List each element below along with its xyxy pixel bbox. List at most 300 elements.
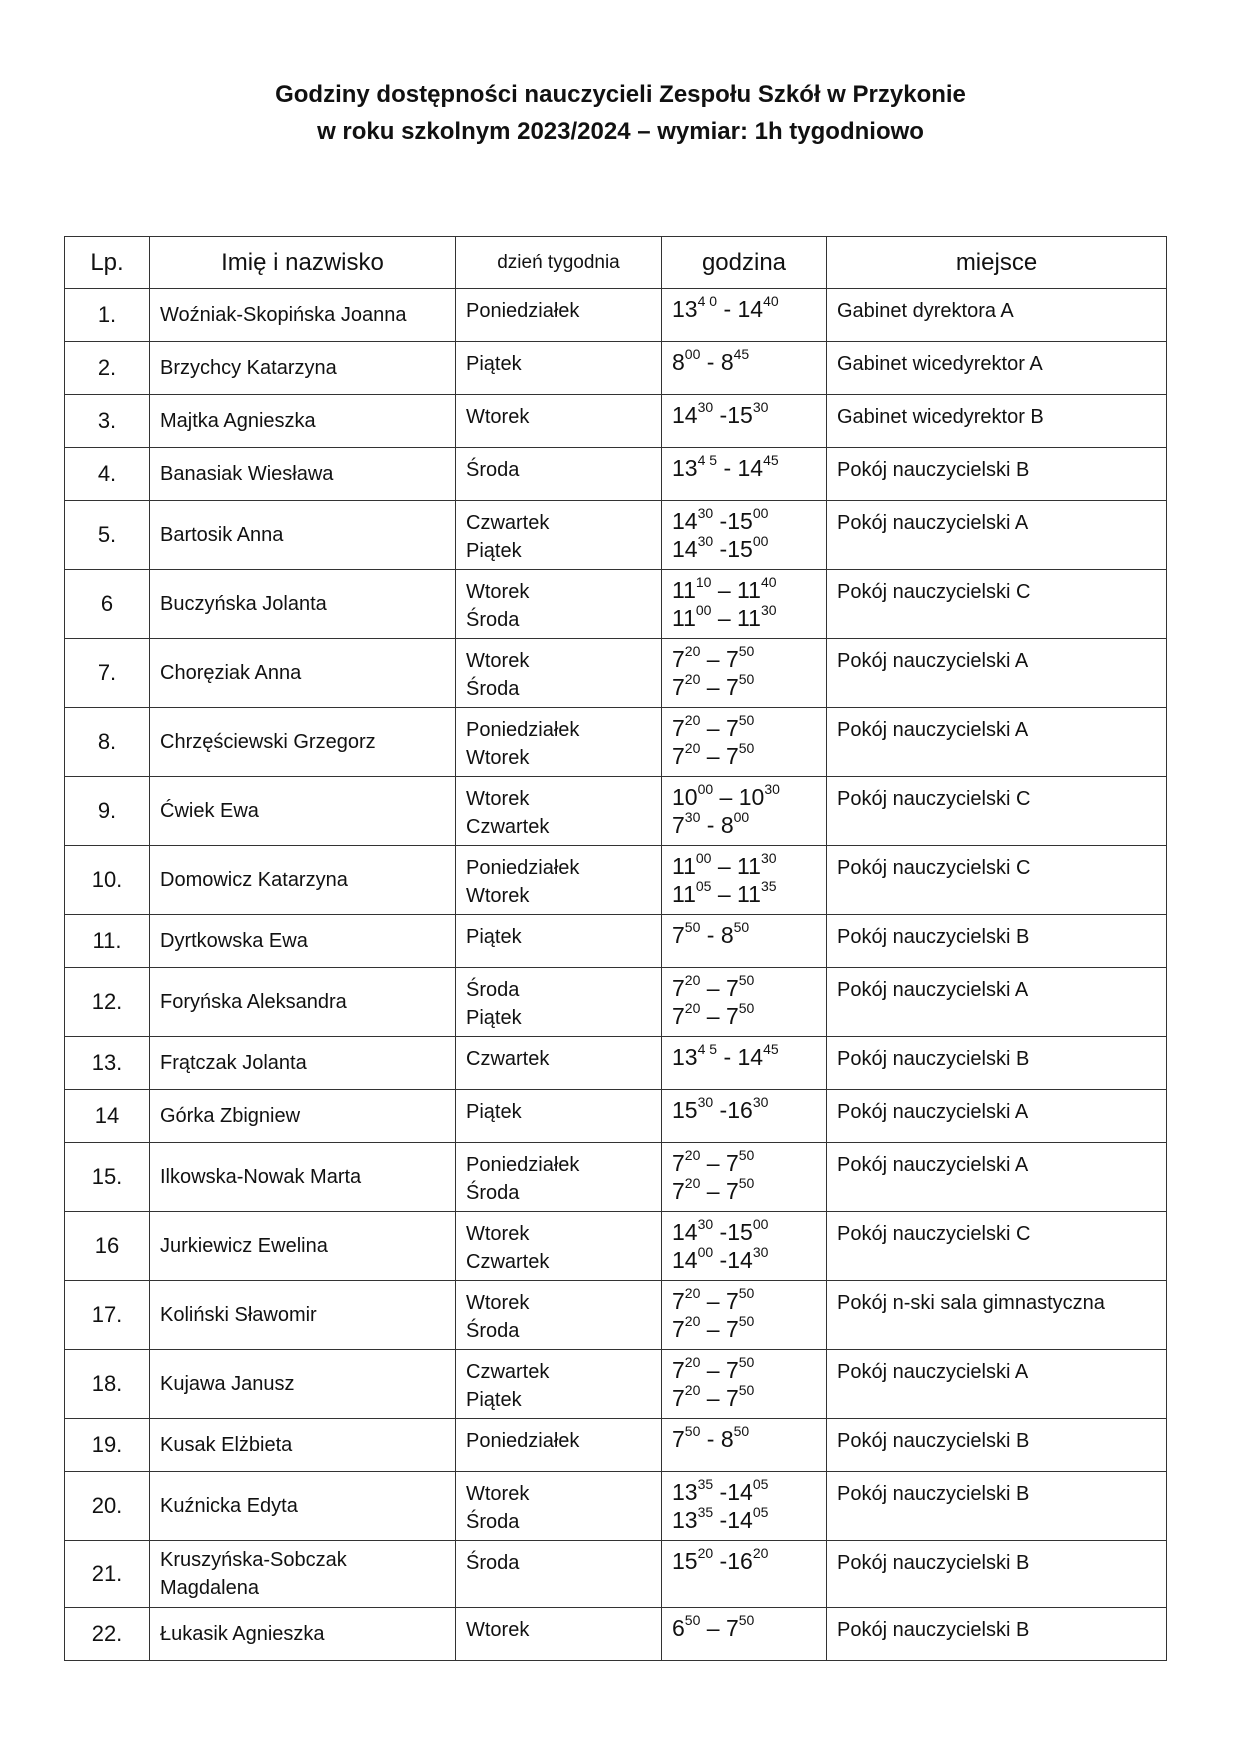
time-separator: - xyxy=(717,296,738,322)
cell-lp: 9. xyxy=(65,777,150,846)
day-label: Poniedziałek xyxy=(466,857,580,879)
time-separator: – xyxy=(711,881,738,907)
end-minutes: 50 xyxy=(738,1175,755,1192)
end-minutes: 05 xyxy=(752,1476,769,1493)
cell-time xyxy=(662,639,827,708)
start-hour: 7 xyxy=(672,1316,685,1342)
end-hour: 7 xyxy=(725,1003,739,1029)
cell-day xyxy=(456,639,662,708)
time-range xyxy=(672,1315,816,1343)
cell-name: Bartosik Anna xyxy=(150,501,456,570)
cell-time xyxy=(662,1472,827,1541)
day-label: Czwartek xyxy=(466,512,550,534)
cell-place: Gabinet dyrektora A xyxy=(827,289,1167,342)
start-hour: 13 xyxy=(672,1044,698,1070)
end-hour: 7 xyxy=(725,674,739,700)
start-hour: 14 xyxy=(672,1247,698,1273)
day-label: Wtorek xyxy=(466,581,530,603)
time-range xyxy=(672,454,816,482)
end-minutes: 30 xyxy=(760,850,777,867)
table-row xyxy=(65,501,1167,570)
start-hour: 11 xyxy=(672,881,696,907)
start-minutes: 20 xyxy=(684,740,701,757)
end-hour: 14 xyxy=(727,1247,753,1273)
header-day: dzień tygodnia xyxy=(456,237,662,289)
time-range xyxy=(672,1177,816,1205)
time-separator: – xyxy=(700,646,726,672)
end-minutes: 50 xyxy=(738,1285,755,1302)
time-separator: - xyxy=(717,1044,738,1070)
end-minutes: 30 xyxy=(752,1094,769,1111)
cell-name: Brzychcy Katarzyna xyxy=(150,342,456,395)
cell-place: Pokój nauczycielski B xyxy=(827,1037,1167,1090)
cell-name: Kusak Elżbieta xyxy=(150,1419,456,1472)
table-row xyxy=(65,289,1167,342)
time-range xyxy=(672,1002,816,1030)
start-minutes: 35 xyxy=(697,1504,714,1521)
day-label: Wtorek xyxy=(466,747,530,769)
time-separator: – xyxy=(700,715,726,741)
table-row xyxy=(65,1541,1167,1608)
cell-name: Ilkowska-Nowak Marta xyxy=(150,1143,456,1212)
cell-lp: 19. xyxy=(65,1419,150,1472)
day-label: Czwartek xyxy=(466,1048,550,1070)
end-hour: 7 xyxy=(725,1615,739,1641)
end-hour: 7 xyxy=(725,1288,739,1314)
cell-day xyxy=(456,1037,662,1090)
end-minutes: 45 xyxy=(733,346,750,363)
cell-day xyxy=(456,1419,662,1472)
time-range xyxy=(672,535,816,563)
cell-lp: 21. xyxy=(65,1541,150,1608)
end-hour: 8 xyxy=(720,812,734,838)
end-hour: 15 xyxy=(727,508,753,534)
cell-name: Ćwiek Ewa xyxy=(150,777,456,846)
time-range xyxy=(672,1547,816,1575)
cell-lp: 3. xyxy=(65,395,150,448)
cell-place: Pokój nauczycielski A xyxy=(827,968,1167,1037)
end-minutes: 50 xyxy=(738,643,755,660)
table-row xyxy=(65,395,1167,448)
cell-day xyxy=(456,1090,662,1143)
time-range xyxy=(672,1287,816,1315)
time-separator: – xyxy=(711,853,738,879)
time-separator: – xyxy=(700,1357,726,1383)
day-label: Piątek xyxy=(466,1389,522,1411)
start-hour: 7 xyxy=(672,922,685,948)
table-body xyxy=(65,289,1167,1661)
time-separator: - xyxy=(713,1479,728,1505)
time-range xyxy=(672,1506,816,1534)
cell-place: Gabinet wicedyrektor B xyxy=(827,395,1167,448)
header-time: godzina xyxy=(662,237,827,289)
cell-name: Jurkiewicz Ewelina xyxy=(150,1212,456,1281)
header-lp: Lp. xyxy=(65,237,150,289)
day-label: Środa xyxy=(466,609,520,631)
start-minutes: 10 xyxy=(695,574,712,591)
time-separator: - xyxy=(713,1548,728,1574)
table-row xyxy=(65,1419,1167,1472)
time-range xyxy=(672,1149,816,1177)
cell-name: Buczyńska Jolanta xyxy=(150,570,456,639)
cell-lp: 15. xyxy=(65,1143,150,1212)
cell-lp: 4. xyxy=(65,448,150,501)
cell-name: Foryńska Aleksandra xyxy=(150,968,456,1037)
start-hour: 7 xyxy=(672,1150,685,1176)
end-hour: 7 xyxy=(725,975,739,1001)
header-place: miejsce xyxy=(827,237,1167,289)
day-label: Poniedziałek xyxy=(466,719,580,741)
start-minutes: 20 xyxy=(684,712,701,729)
cell-name: Majtka Agnieszka xyxy=(150,395,456,448)
day-label: Piątek xyxy=(466,1101,522,1123)
time-range xyxy=(672,348,816,376)
start-minutes: 30 xyxy=(697,1094,714,1111)
cell-day xyxy=(456,570,662,639)
start-minutes: 00 xyxy=(697,781,714,798)
time-separator: – xyxy=(700,1385,726,1411)
cell-day xyxy=(456,708,662,777)
time-range xyxy=(672,1096,816,1124)
cell-lp: 11. xyxy=(65,915,150,968)
end-minutes: 50 xyxy=(733,1423,750,1440)
start-minutes: 50 xyxy=(684,919,701,936)
end-minutes: 50 xyxy=(738,1000,755,1017)
time-range xyxy=(672,1614,816,1642)
table-row xyxy=(65,1212,1167,1281)
end-minutes: 00 xyxy=(752,533,769,550)
cell-place: Pokój nauczycielski C xyxy=(827,777,1167,846)
time-separator: – xyxy=(700,1615,726,1641)
end-minutes: 50 xyxy=(738,1147,755,1164)
cell-time xyxy=(662,777,827,846)
end-minutes: 00 xyxy=(752,1216,769,1233)
table-row xyxy=(65,1090,1167,1143)
cell-time xyxy=(662,846,827,915)
availability-table xyxy=(64,236,1167,1661)
day-label: Środa xyxy=(466,979,520,1001)
table-row xyxy=(65,448,1167,501)
cell-time xyxy=(662,289,827,342)
end-minutes: 45 xyxy=(763,452,779,469)
time-separator: - xyxy=(700,812,721,838)
cell-time xyxy=(662,1350,827,1419)
table-row xyxy=(65,570,1167,639)
cell-lp: 17. xyxy=(65,1281,150,1350)
start-hour: 11 xyxy=(672,853,696,879)
time-range xyxy=(672,921,816,949)
time-separator: - xyxy=(713,402,728,428)
header-row xyxy=(65,237,1167,289)
table-row xyxy=(65,708,1167,777)
end-minutes: 00 xyxy=(752,505,769,522)
table-row xyxy=(65,968,1167,1037)
cell-time xyxy=(662,1281,827,1350)
day-label: Piątek xyxy=(466,353,522,375)
document-title xyxy=(0,76,1241,150)
cell-time xyxy=(662,1608,827,1661)
start-hour: 7 xyxy=(672,1426,685,1452)
table-row xyxy=(65,1037,1167,1090)
cell-day xyxy=(456,1143,662,1212)
time-separator: - xyxy=(713,1219,728,1245)
time-separator: - xyxy=(700,922,721,948)
time-range xyxy=(672,645,816,673)
cell-name: Górka Zbigniew xyxy=(150,1090,456,1143)
time-separator: - xyxy=(700,349,721,375)
end-hour: 7 xyxy=(725,1316,739,1342)
time-range xyxy=(672,783,816,811)
day-label: Poniedziałek xyxy=(466,1430,580,1452)
start-minutes: 20 xyxy=(684,1147,701,1164)
cell-name: Dyrtkowska Ewa xyxy=(150,915,456,968)
start-minutes: 4 0 xyxy=(697,293,718,310)
time-separator: – xyxy=(713,784,739,810)
end-minutes: 50 xyxy=(738,740,755,757)
cell-lp: 13. xyxy=(65,1037,150,1090)
start-hour: 7 xyxy=(672,674,685,700)
start-minutes: 20 xyxy=(684,1285,701,1302)
cell-time xyxy=(662,1419,827,1472)
start-hour: 14 xyxy=(672,402,698,428)
cell-time xyxy=(662,915,827,968)
end-hour: 11 xyxy=(737,881,761,907)
cell-place: Pokój nauczycielski C xyxy=(827,570,1167,639)
end-minutes: 50 xyxy=(738,972,755,989)
end-minutes: 20 xyxy=(752,1545,769,1562)
start-hour: 7 xyxy=(672,975,685,1001)
cell-place: Pokój nauczycielski A xyxy=(827,708,1167,777)
time-separator: – xyxy=(700,975,726,1001)
title-line-1: Godziny dostępności nauczycieli Zespołu Szkół w Przykonie xyxy=(275,81,966,108)
cell-name: Choręziak Anna xyxy=(150,639,456,708)
cell-day xyxy=(456,846,662,915)
cell-lp: 18. xyxy=(65,1350,150,1419)
start-minutes: 4 5 xyxy=(697,1041,718,1058)
day-label: Poniedziałek xyxy=(466,300,580,322)
table-row xyxy=(65,1350,1167,1419)
cell-day xyxy=(456,1472,662,1541)
cell-name: Kruszyńska-Sobczak Magdalena xyxy=(150,1541,456,1608)
time-range xyxy=(672,673,816,701)
day-label: Wtorek xyxy=(466,1483,530,1505)
end-minutes: 50 xyxy=(738,712,755,729)
time-separator: – xyxy=(700,1150,726,1176)
cell-day xyxy=(456,1541,662,1608)
start-hour: 13 xyxy=(672,1507,698,1533)
cell-time xyxy=(662,708,827,777)
end-hour: 14 xyxy=(737,1044,764,1070)
time-range xyxy=(672,507,816,535)
cell-place: Pokój nauczycielski B xyxy=(827,1472,1167,1541)
title-line-2: w roku szkolnym 2023/2024 – wymiar: 1h tygodniowo xyxy=(317,118,924,145)
day-label: Piątek xyxy=(466,926,522,948)
cell-day xyxy=(456,342,662,395)
start-hour: 6 xyxy=(672,1615,685,1641)
day-label: Wtorek xyxy=(466,1619,530,1641)
start-minutes: 20 xyxy=(684,643,701,660)
time-range xyxy=(672,576,816,604)
day-label: Środa xyxy=(466,459,520,481)
start-minutes: 05 xyxy=(695,878,712,895)
start-hour: 15 xyxy=(672,1548,698,1574)
table-row xyxy=(65,1143,1167,1212)
header-name: Imię i nazwisko xyxy=(150,237,456,289)
time-range xyxy=(672,1384,816,1412)
end-hour: 14 xyxy=(727,1479,753,1505)
day-label: Czwartek xyxy=(466,1251,550,1273)
start-hour: 7 xyxy=(672,1385,685,1411)
time-range xyxy=(672,1043,816,1071)
cell-day xyxy=(456,1608,662,1661)
cell-name: Chrzęściewski Grzegorz xyxy=(150,708,456,777)
day-label: Czwartek xyxy=(466,1361,550,1383)
end-minutes: 30 xyxy=(752,399,769,416)
day-label: Środa xyxy=(466,1552,520,1574)
cell-lp: 6 xyxy=(65,570,150,639)
start-hour: 11 xyxy=(672,605,696,631)
day-label: Środa xyxy=(466,678,520,700)
end-hour: 7 xyxy=(725,1385,739,1411)
cell-name: Kuźnicka Edyta xyxy=(150,1472,456,1541)
day-label: Wtorek xyxy=(466,1223,530,1245)
end-minutes: 40 xyxy=(763,293,779,310)
end-hour: 14 xyxy=(727,1507,753,1533)
end-hour: 7 xyxy=(725,715,739,741)
start-hour: 7 xyxy=(672,743,685,769)
cell-place: Pokój nauczycielski B xyxy=(827,915,1167,968)
cell-day xyxy=(456,968,662,1037)
start-hour: 14 xyxy=(672,1219,698,1245)
cell-time xyxy=(662,1212,827,1281)
time-range xyxy=(672,742,816,770)
start-minutes: 20 xyxy=(684,1175,701,1192)
day-label: Wtorek xyxy=(466,650,530,672)
end-minutes: 30 xyxy=(764,781,780,798)
end-hour: 11 xyxy=(737,853,761,879)
cell-place: Pokój nauczycielski B xyxy=(827,1541,1167,1608)
end-hour: 14 xyxy=(737,455,764,481)
table-row xyxy=(65,915,1167,968)
cell-lp: 20. xyxy=(65,1472,150,1541)
time-separator: - xyxy=(713,1097,728,1123)
start-minutes: 30 xyxy=(697,533,714,550)
cell-lp: 2. xyxy=(65,342,150,395)
cell-name: Domowicz Katarzyna xyxy=(150,846,456,915)
start-minutes: 20 xyxy=(684,1313,701,1330)
table-row xyxy=(65,1281,1167,1350)
day-label: Wtorek xyxy=(466,788,530,810)
end-hour: 15 xyxy=(727,536,753,562)
day-label: Środa xyxy=(466,1182,520,1204)
end-hour: 16 xyxy=(727,1097,753,1123)
end-hour: 10 xyxy=(738,784,765,810)
time-separator: – xyxy=(711,577,738,603)
cell-day xyxy=(456,777,662,846)
cell-day xyxy=(456,1212,662,1281)
end-hour: 16 xyxy=(727,1548,753,1574)
end-hour: 7 xyxy=(725,1178,739,1204)
start-minutes: 20 xyxy=(684,1354,701,1371)
start-minutes: 20 xyxy=(684,1000,701,1017)
time-range xyxy=(672,401,816,429)
end-minutes: 50 xyxy=(738,1313,755,1330)
start-hour: 7 xyxy=(672,715,685,741)
start-minutes: 20 xyxy=(684,972,701,989)
time-range xyxy=(672,880,816,908)
cell-time xyxy=(662,342,827,395)
cell-day xyxy=(456,448,662,501)
start-minutes: 30 xyxy=(684,809,701,826)
table-row xyxy=(65,846,1167,915)
start-hour: 13 xyxy=(672,1479,698,1505)
cell-time xyxy=(662,1037,827,1090)
time-separator: – xyxy=(711,605,738,631)
start-minutes: 50 xyxy=(684,1423,701,1440)
cell-lp: 22. xyxy=(65,1608,150,1661)
time-range xyxy=(672,974,816,1002)
day-label: Piątek xyxy=(466,540,522,562)
cell-time xyxy=(662,395,827,448)
end-minutes: 40 xyxy=(760,574,777,591)
end-hour: 8 xyxy=(720,349,734,375)
table-row xyxy=(65,342,1167,395)
day-label: Wtorek xyxy=(466,406,530,428)
cell-place: Pokój nauczycielski A xyxy=(827,1143,1167,1212)
time-range xyxy=(672,1246,816,1274)
cell-time xyxy=(662,1143,827,1212)
start-minutes: 00 xyxy=(684,346,701,363)
cell-time xyxy=(662,570,827,639)
cell-place: Pokój nauczycielski B xyxy=(827,1419,1167,1472)
end-hour: 8 xyxy=(720,922,734,948)
time-range xyxy=(672,295,816,323)
end-hour: 7 xyxy=(725,1150,739,1176)
day-label: Piątek xyxy=(466,1007,522,1029)
cell-lp: 1. xyxy=(65,289,150,342)
time-separator: - xyxy=(717,455,738,481)
cell-day xyxy=(456,501,662,570)
cell-place: Pokój nauczycielski C xyxy=(827,846,1167,915)
end-hour: 11 xyxy=(737,577,761,603)
start-minutes: 35 xyxy=(697,1476,714,1493)
table-row xyxy=(65,1472,1167,1541)
time-separator: - xyxy=(700,1426,721,1452)
start-hour: 15 xyxy=(672,1097,698,1123)
start-hour: 7 xyxy=(672,1357,685,1383)
end-hour: 14 xyxy=(737,296,764,322)
cell-lp: 7. xyxy=(65,639,150,708)
cell-place: Pokój nauczycielski A xyxy=(827,1090,1167,1143)
cell-name: Banasiak Wiesława xyxy=(150,448,456,501)
cell-time xyxy=(662,1541,827,1608)
time-separator: – xyxy=(700,743,726,769)
start-hour: 7 xyxy=(672,1003,685,1029)
cell-time xyxy=(662,501,827,570)
cell-place: Pokój nauczycielski A xyxy=(827,1350,1167,1419)
start-hour: 11 xyxy=(672,577,696,603)
end-minutes: 50 xyxy=(738,1382,755,1399)
time-range xyxy=(672,852,816,880)
cell-place: Pokój nauczycielski B xyxy=(827,1608,1167,1661)
end-minutes: 35 xyxy=(760,878,777,895)
day-label: Poniedziałek xyxy=(466,1154,580,1176)
start-hour: 7 xyxy=(672,646,685,672)
cell-lp: 12. xyxy=(65,968,150,1037)
end-minutes: 45 xyxy=(763,1041,779,1058)
cell-lp: 5. xyxy=(65,501,150,570)
cell-time xyxy=(662,448,827,501)
